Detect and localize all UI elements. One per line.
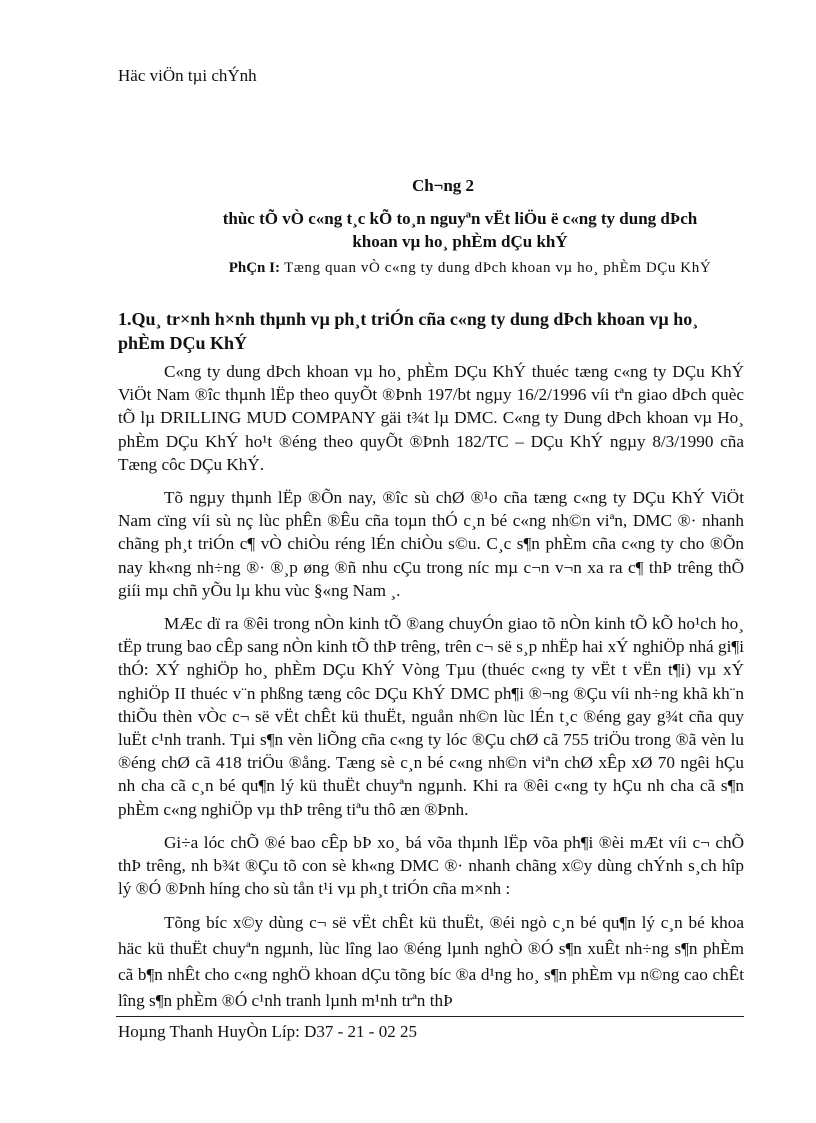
section-heading: 1.Qu¸ tr×nh h×nh thµnh vµ ph¸t triÓn cña c«ng ty dung dÞch khoan vµ ho¸ phÈm DÇu KhÝ [118, 309, 699, 353]
paragraph-4: Gi÷a lóc chÕ ®é bao cÊp bÞ xo¸ bá võa thµnh lËp võa ph¶i ®èi mÆt víi c¬ chÕ thÞ trêng, nh b¾t ®Çu tõ con sè kh«ng DMC ®· nhanh chãng x©y dùng chÝnh s¸ch hîp lý ®Ó ®Þnh híng cho sù tån t¹i vµ ph¸t triÓn cña m×nh : [118, 832, 744, 899]
chapter-title-line-2: khoan vµ ho¸ phÈm dÇu khÝ [352, 232, 568, 251]
paragraph-5: Tõng bíc x©y dùng c¬ së vËt chÊt kü thuËt, ®éi ngò c¸n bé qu¶n lý c¸n bé khoa häc kü thuËt chuyªn ngµnh, lùc lîng lao ®éng lµnh nghÒ ®Ó s¶n xuÊt nh÷ng s¶n phÈm cã b¶n nhÊt cho c«ng nghÖ khoan dÇu tõng bíc ®a d¹ng ho¸ s¶n phÈm vµ n©ng cao chÊt lîng s¶n phÈm ®Ó c¹nh tranh lµnh m¹nh trªn thÞ [118, 913, 744, 1011]
part-text: Tæng quan vÒ c«ng ty dung dÞch khoan vµ ho¸ phÈm DÇu KhÝ [284, 260, 712, 276]
footer-class-label: Líp: [271, 1022, 300, 1041]
paragraph-3: MÆc dï ra ®êi trong nÒn kinh tÕ ®ang chuyÓn giao tõ nÒn kinh tÕ kÕ ho¹ch ho¸ tËp trung bao cÊp sang nÒn kinh tÕ thÞ trêng, trên c¬ së s¸p nhËp hai xÝ nghiÖp nhá gi¶i thÓ: XÝ nghiÖp ho¸ phÈm DÇu KhÝ Vòng Tµu (thuéc c«ng ty vËt t vËn t¶i) vµ xÝ nghiÖp II thuéc v¨n phßng tæng côc DÇu KhÝ DMC ph¶i ®¬ng ®Çu víi nh÷ng khã kh¨n thiÕu thèn vÒc c¬ së vËt chÊt kü thuËt, nguån nh©n lùc lÉn t¸c ®éng gay g¾t cña quy luËt c¹nh tranh. Tµi s¶n vèn liÕng cña c«ng ty lóc ®Çu chØ cã 755 triÖu trong ®ã vèn lu ®éng chØ cã 418 triÖu ®ång. Tæng sè c¸n bé c«ng nh©n viªn chØ xÊp xØ 70 ngêi hÇu nh cha cã c¸n bé qu¶n lý kü thuËt chuyªn ngµnh. Khi ra ®êi c«ng ty hÇu nh cha cã s¶n phÈm c«ng nghiÖp vµ thÞ trêng tiªu thô æn ®Þnh. [118, 614, 744, 819]
footer-class-code: D37 - 21 - 02 [304, 1022, 396, 1041]
running-footer [118, 1022, 417, 1042]
chapter-label: Ch¬ng 2 [411, 176, 475, 195]
part-label: PhÇn I: [228, 260, 280, 276]
page-number: 25 [399, 1022, 417, 1041]
running-header: Häc viÖn tµi chÝnh [118, 66, 257, 85]
chapter-title-line-1: thùc tÕ vÒ c«ng t¸c kÕ to¸n nguyªn vËt liÖu ë c«ng ty dung dÞch [222, 209, 698, 228]
part-heading [180, 259, 760, 278]
body-text [118, 360, 744, 1024]
paragraph-2: Tõ ngµy thµnh lËp ®Õn nay, ®îc sù chØ ®¹o cña tæng c«ng ty DÇu KhÝ ViÖt Nam cïng víi sù nç lùc phÊn ®Êu cña toµn thÓ c¸n bé c«ng nh©n viªn, DMC ®· nhanh chãng ph¸t triÓn c¶ vÒ chiÒu réng lÉn chiÒu s©u. C¸c s¶n phÈm cña c«ng ty cho ®Õn nay kh«ng nh÷ng ®· ®¸p øng ®ñ nhu cÇu trong níc mµ c¬n v¬n xa ra c¶ thÞ trêng thÕ giíi mµ chñ yÕu lµ khu vùc §«ng Nam ¸. [118, 488, 744, 600]
footer-divider [116, 1016, 744, 1017]
footer-author: Hoµng Thanh HuyÒn [118, 1022, 268, 1041]
paragraph-1: C«ng ty dung dÞch khoan vµ ho¸ phÈm DÇu KhÝ thuéc tæng c«ng ty DÇu KhÝ ViÖt Nam ®îc thµnh lËp theo quyÕt ®Þnh 197/bt ngµy 16/2/1996 víi tªn giao dÞch quèc tÕ lµ DRILLING MUD COMPANY gäi t¾t lµ DMC. C«ng ty Dung dÞch khoan vµ Ho¸ phÈm DÇu KhÝ ho¹t ®éng theo quyÕt ®Þnh 182/TC – DÇu KhÝ ngµy 8/3/1990 cña Tæng côc DÇu KhÝ. [118, 362, 744, 474]
chapter-title [160, 207, 760, 253]
